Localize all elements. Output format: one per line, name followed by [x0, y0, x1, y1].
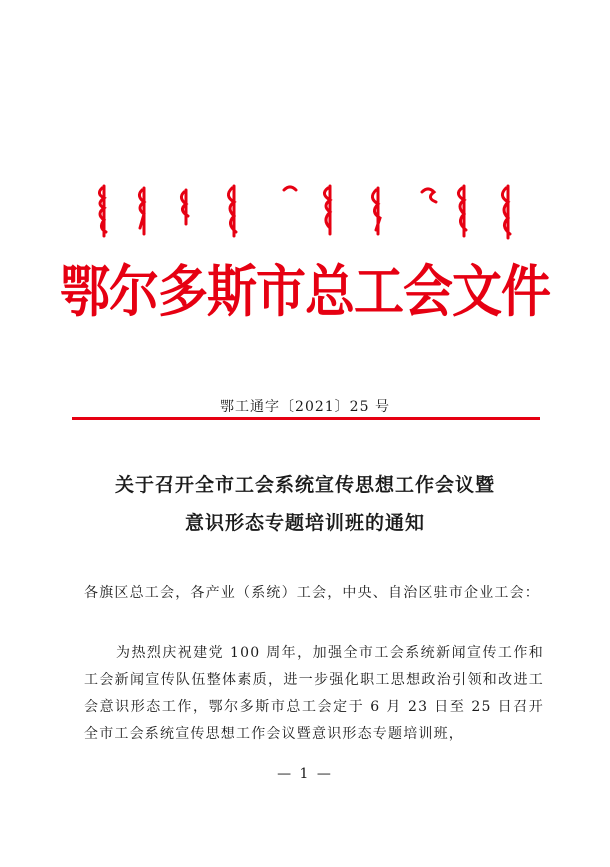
- page-number: — 1 —: [277, 766, 333, 782]
- red-divider-line: [72, 417, 540, 420]
- notice-title-line-1: 关于召开全市工会系统宣传思想工作会议暨: [114, 474, 495, 496]
- document-number: 鄂工通字〔2021〕25 号: [220, 399, 390, 415]
- addressee-paragraph: 各旗区总工会，各产业（系统）工会，中央、自治区驻市企业工会：: [84, 585, 540, 601]
- notice-title-line-2: 意识形态专题培训班的通知: [184, 512, 425, 534]
- mongolian-script-header: [92, 180, 532, 240]
- body-paragraph-1: 为热烈庆祝建党 100 周年，加强全市工会系统新闻宣传工作和工会新闻宣传队伍整体素质，进一步强化职工思想政治引领和改进工会意识形态工作，鄂尔多斯市总工会定于 6 月 23 日至 25 日召开全市工会系统宣传思想工作会议暨意识形态专题培训班，: [84, 645, 544, 742]
- mongolian-header-text: [532, 180, 533, 181]
- masthead-title: 鄂尔多斯市总工会文件: [60, 259, 550, 325]
